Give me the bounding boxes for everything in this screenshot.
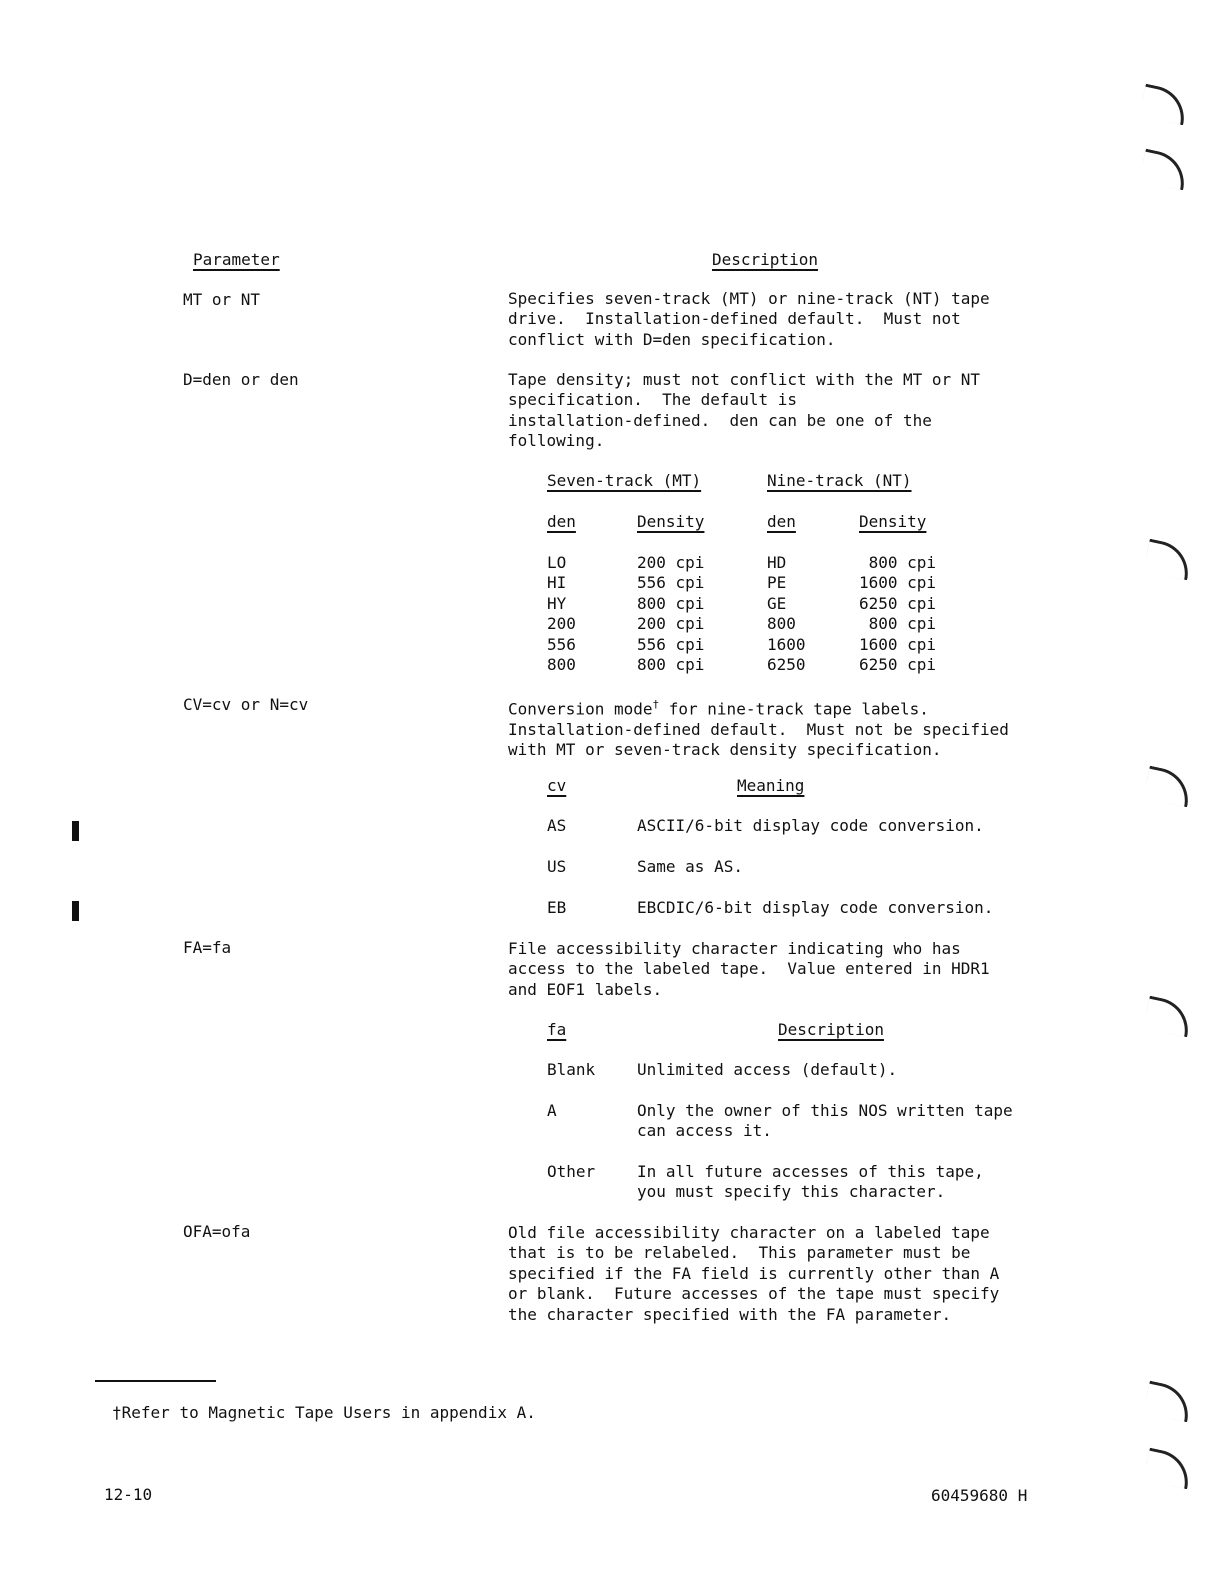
cv-meaning: ASCII/6-bit display code conversion. bbox=[637, 816, 984, 835]
desc-line: following. bbox=[508, 431, 605, 451]
document-number: 60459680 H bbox=[931, 1486, 1028, 1505]
col-header-nt-density: Density bbox=[859, 512, 927, 531]
description-column-header: Description bbox=[712, 250, 818, 269]
fa-code: Blank bbox=[547, 1060, 596, 1079]
desc-line-rest: for nine-track tape labels. bbox=[659, 699, 929, 719]
table-cell: 800 cpi bbox=[859, 614, 937, 634]
table-cell: 200 cpi bbox=[637, 553, 705, 572]
cv-code: US bbox=[547, 857, 567, 876]
footnote-dagger-icon: † bbox=[652, 698, 660, 711]
nt-den-column bbox=[767, 553, 806, 675]
table-cell: 800 cpi bbox=[859, 553, 937, 572]
nt-density-column bbox=[859, 553, 936, 675]
desc-line: the character specified with the FA parameter. bbox=[508, 1304, 952, 1324]
desc-conversion bbox=[508, 695, 1068, 761]
fa-desc bbox=[637, 1162, 984, 1203]
table-cell: PE bbox=[767, 573, 787, 593]
table-cell: can access it. bbox=[637, 1121, 772, 1141]
table-cell: 800 bbox=[547, 655, 576, 675]
param-conversion: CV=cv or N=cv bbox=[183, 695, 309, 714]
desc-line: with MT or seven-track density specification. bbox=[508, 740, 942, 760]
table-cell: 6250 bbox=[767, 655, 806, 675]
desc-line: conflict with D=den specification. bbox=[508, 329, 836, 349]
col-header-mt-density: Density bbox=[637, 512, 705, 531]
col-header-fa: fa bbox=[547, 1020, 567, 1039]
footnote-rule bbox=[95, 1380, 216, 1382]
col-header-fa-description: Description bbox=[778, 1020, 884, 1039]
desc-old-file-access bbox=[508, 1223, 1068, 1325]
binder-hole-mark bbox=[1143, 996, 1194, 1038]
table-cell: you must specify this character. bbox=[637, 1182, 946, 1202]
col-header-meaning: Meaning bbox=[737, 776, 805, 795]
table-cell: 6250 cpi bbox=[859, 655, 937, 675]
cv-code: EB bbox=[547, 898, 567, 917]
table-cell: Only the owner of this NOS written tape bbox=[637, 1101, 1013, 1120]
table-cell: LO bbox=[547, 553, 567, 572]
desc-line: File accessibility character indicating who has bbox=[508, 939, 961, 958]
binder-hole-mark bbox=[1143, 1448, 1194, 1490]
desc-file-access bbox=[508, 939, 1068, 1000]
parameter-column-header: Parameter bbox=[193, 250, 280, 269]
binder-hole-mark bbox=[1143, 1381, 1194, 1423]
mt-den-column bbox=[547, 553, 576, 675]
table-cell: HD bbox=[767, 553, 787, 572]
col-header-nt-den: den bbox=[767, 512, 796, 531]
cv-meaning: Same as AS. bbox=[637, 857, 743, 876]
desc-density bbox=[508, 370, 1068, 452]
table-cell: HI bbox=[547, 573, 567, 593]
footnote bbox=[112, 1403, 536, 1422]
footnote-text: Refer to Magnetic Tape Users in appendix A. bbox=[121, 1403, 536, 1422]
table-cell: In all future accesses of this tape, bbox=[637, 1162, 984, 1181]
table-cell: 1600 cpi bbox=[859, 634, 937, 654]
fa-code: A bbox=[547, 1101, 557, 1120]
footnote-dagger-icon: † bbox=[112, 1403, 122, 1422]
desc-line: Old file accessibility character on a labeled tape bbox=[508, 1223, 990, 1242]
mt-density-column bbox=[637, 553, 704, 675]
desc-line: drive. Installation-defined default. Must not bbox=[508, 309, 961, 329]
desc-line: Specifies seven-track (MT) or nine-track (NT) tape bbox=[508, 289, 990, 308]
desc-line: installation-defined. den can be one of the bbox=[508, 410, 932, 430]
page-number: 12-10 bbox=[104, 1485, 153, 1504]
table-cell: 1600 bbox=[767, 634, 806, 654]
fa-desc bbox=[637, 1060, 897, 1080]
cv-meaning: EBCDIC/6-bit display code conversion. bbox=[637, 898, 994, 917]
binder-hole-mark bbox=[1143, 539, 1194, 581]
param-old-file-access: OFA=ofa bbox=[183, 1222, 251, 1241]
desc-mt-nt bbox=[508, 289, 1068, 350]
desc-line: that is to be relabeled. This parameter must be bbox=[508, 1243, 971, 1263]
binder-hole-mark bbox=[1139, 149, 1190, 191]
table-cell: Unlimited access (default). bbox=[637, 1060, 898, 1079]
group-header-nine-track: Nine-track (NT) bbox=[767, 471, 912, 490]
table-cell: 1600 cpi bbox=[859, 573, 937, 593]
desc-line: Installation-defined default. Must not be specified bbox=[508, 719, 1009, 739]
desc-line: and EOF1 labels. bbox=[508, 979, 663, 999]
table-cell: GE bbox=[767, 593, 787, 613]
desc-line-lead: Conversion mode bbox=[508, 699, 653, 719]
table-cell: 6250 cpi bbox=[859, 593, 937, 613]
desc-line: or blank. Future accesses of the tape must specify bbox=[508, 1284, 1000, 1304]
desc-line: access to the labeled tape. Value entered in HDR1 bbox=[508, 959, 990, 979]
table-cell: 556 cpi bbox=[637, 634, 705, 654]
table-cell: 200 bbox=[547, 614, 576, 634]
param-density: D=den or den bbox=[183, 370, 299, 389]
binder-hole-mark bbox=[1139, 84, 1190, 126]
group-header-seven-track: Seven-track (MT) bbox=[547, 471, 702, 490]
cv-code: AS bbox=[547, 816, 567, 835]
fa-desc bbox=[637, 1101, 1013, 1142]
table-cell: 556 cpi bbox=[637, 573, 705, 593]
table-cell: 800 cpi bbox=[637, 655, 705, 675]
desc-line: Tape density; must not conflict with the MT or NT bbox=[508, 370, 981, 389]
col-header-mt-den: den bbox=[547, 512, 576, 531]
param-file-access: FA=fa bbox=[183, 938, 232, 957]
change-bar bbox=[72, 821, 79, 841]
col-header-cv: cv bbox=[547, 776, 567, 795]
table-cell: 800 bbox=[767, 614, 796, 634]
desc-line: specified if the FA field is currently other than A bbox=[508, 1263, 1000, 1283]
table-cell: 556 bbox=[547, 634, 576, 654]
fa-code: Other bbox=[547, 1162, 596, 1181]
desc-line: specification. The default is bbox=[508, 390, 797, 410]
param-mt-nt: MT or NT bbox=[183, 290, 261, 309]
change-bar bbox=[72, 901, 79, 921]
table-cell: 800 cpi bbox=[637, 593, 705, 613]
table-cell: HY bbox=[547, 593, 567, 613]
table-cell: 200 cpi bbox=[637, 614, 705, 634]
binder-hole-mark bbox=[1143, 766, 1194, 808]
